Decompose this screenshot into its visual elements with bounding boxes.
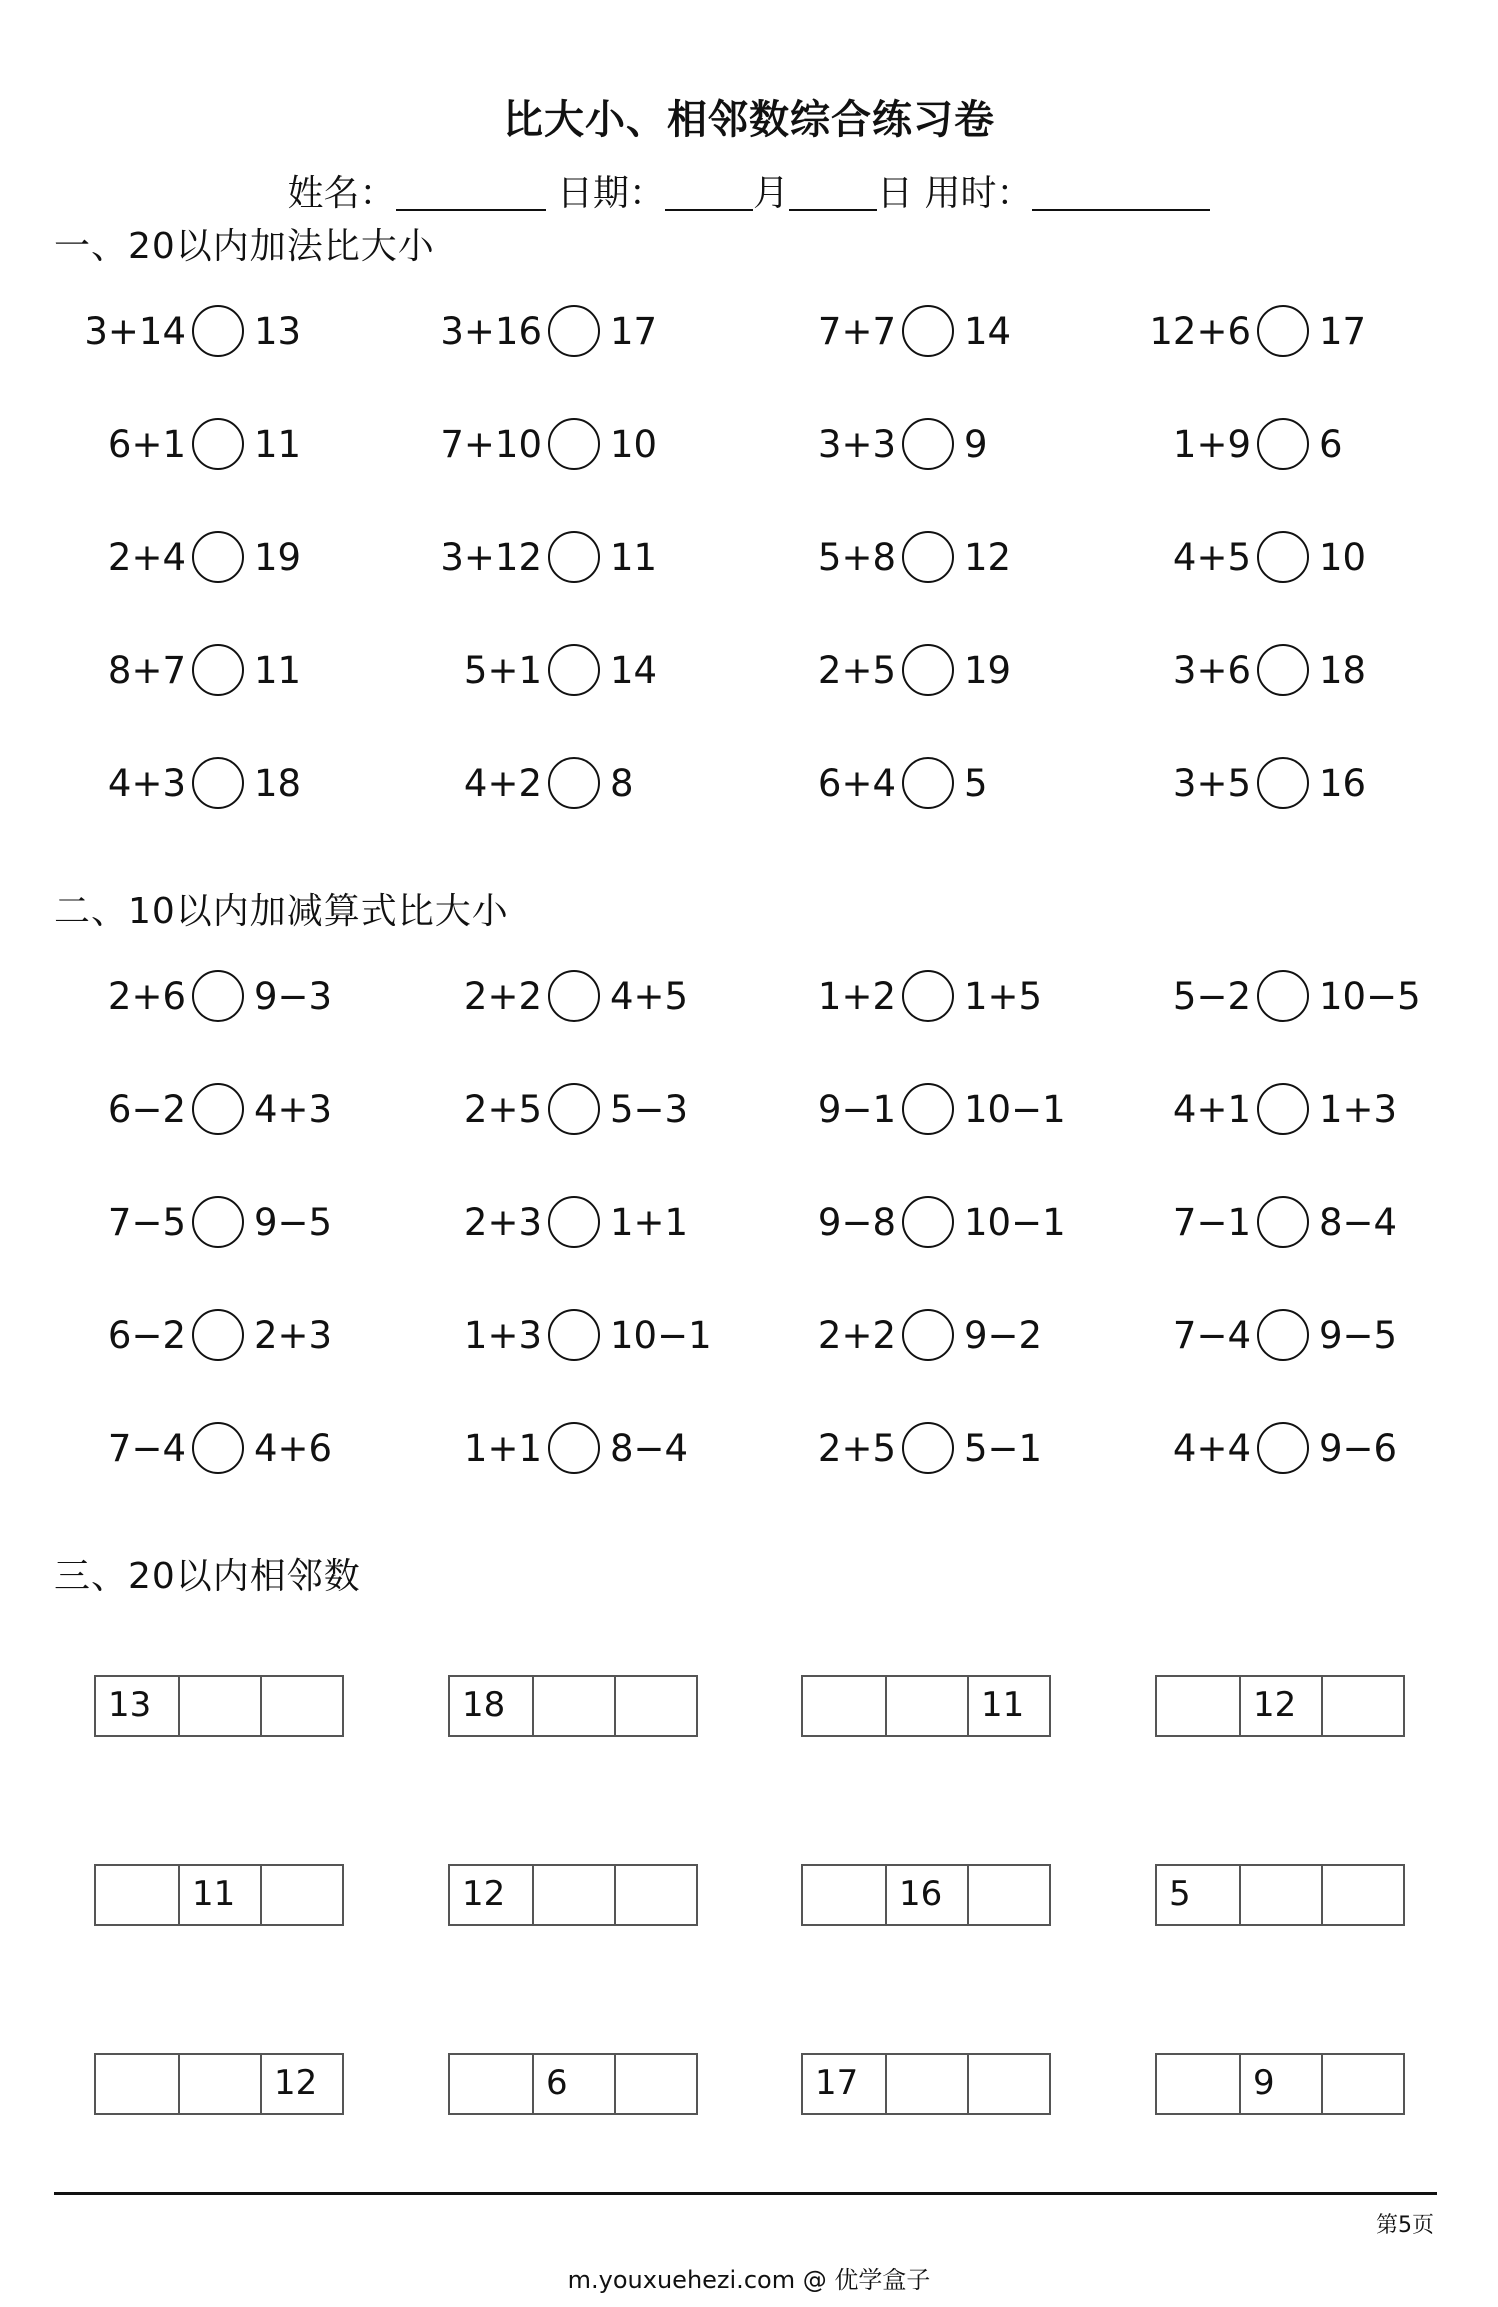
left-expression: 2+5 [817,1426,896,1470]
given-number-cell: 18 [462,1685,506,1725]
right-expression: 4+5 [610,974,689,1018]
left-expression: 5+8 [817,535,896,579]
problem-row [0,416,1498,529]
month-field[interactable] [665,173,753,211]
left-expression: 1+9 [1172,422,1251,466]
answer-circle[interactable] [192,1083,244,1135]
right-expression: 17 [610,309,658,353]
given-number-cell: 9 [1239,2055,1321,2113]
right-expression: 9−5 [1319,1313,1398,1357]
name-label: 姓名： [287,173,396,214]
compare-problem [62,755,301,811]
answer-circle[interactable] [902,1083,954,1135]
left-expression: 9−8 [817,1200,896,1244]
compare-problem [1127,1194,1397,1250]
right-expression: 18 [1319,648,1367,692]
compare-problem [1127,1307,1397,1363]
blank-answer-cell[interactable] [96,2055,178,2113]
left-expression: 12+6 [1149,309,1251,353]
right-expression: 10 [610,422,658,466]
right-expression: 8−4 [610,1426,689,1470]
compare-problem [772,1307,1042,1363]
date-label: 日期： [556,173,665,214]
right-expression: 14 [964,309,1012,353]
left-expression: 3+3 [817,422,896,466]
answer-circle[interactable] [192,970,244,1022]
problem-row [0,1307,1498,1420]
neighbor-boxes [94,2053,344,2115]
answer-circle[interactable] [192,757,244,809]
right-expression: 1+1 [610,1200,689,1244]
answer-circle[interactable] [548,757,600,809]
answer-circle[interactable] [548,1309,600,1361]
blank-answer-cell[interactable] [1321,2055,1403,2113]
answer-circle[interactable] [1257,418,1309,470]
neighbor-boxes [94,1675,344,1737]
compare-problem [1127,416,1343,472]
left-expression: 7−4 [1172,1313,1251,1357]
left-expression: 2+4 [107,535,186,579]
blank-answer-cell[interactable] [614,1677,696,1735]
problem-row [0,968,1498,1081]
left-expression: 4+4 [1172,1426,1251,1470]
compare-problem [418,1194,688,1250]
compare-problem [418,1081,688,1137]
blank-answer-cell[interactable] [803,1866,885,1924]
left-expression: 2+5 [463,1087,542,1131]
left-expression: 4+1 [1172,1087,1251,1131]
answer-circle[interactable] [902,1196,954,1248]
given-number-cell: 5 [1169,1874,1191,1914]
day-label: 日 [877,173,914,214]
answer-circle[interactable] [192,531,244,583]
left-expression: 3+16 [440,309,542,353]
right-expression: 10−1 [964,1087,1066,1131]
right-expression: 10−1 [964,1200,1066,1244]
blank-answer-cell[interactable] [1157,1677,1239,1735]
answer-circle[interactable] [1257,531,1309,583]
left-expression: 9−1 [817,1087,896,1131]
right-expression: 10 [1319,535,1367,579]
answer-circle[interactable] [548,970,600,1022]
answer-circle[interactable] [548,418,600,470]
answer-circle[interactable] [1257,1196,1309,1248]
compare-problem [62,1420,332,1476]
compare-problem [418,642,657,698]
blank-answer-cell[interactable] [260,1866,342,1924]
compare-problem [418,529,657,585]
blank-answer-cell[interactable] [1321,1677,1403,1735]
neighbor-boxes [801,2053,1051,2115]
left-expression: 6+1 [107,422,186,466]
blank-answer-cell[interactable] [532,1677,614,1735]
answer-circle[interactable] [192,418,244,470]
right-expression: 11 [254,648,302,692]
answer-circle[interactable] [1257,970,1309,1022]
right-expression: 9−3 [254,974,333,1018]
left-expression: 2+6 [107,974,186,1018]
right-expression: 4+3 [254,1087,333,1131]
right-expression: 14 [610,648,658,692]
right-expression: 1+3 [1319,1087,1398,1131]
right-expression: 9−2 [964,1313,1043,1357]
left-expression: 1+2 [817,974,896,1018]
left-expression: 7−4 [107,1426,186,1470]
given-number-cell: 16 [885,1866,967,1924]
answer-circle[interactable] [548,1196,600,1248]
problem-row [0,529,1498,642]
compare-problem [418,303,657,359]
right-expression: 9−6 [1319,1426,1398,1470]
left-expression: 3+6 [1172,648,1251,692]
compare-problem [1127,303,1366,359]
right-expression: 5 [964,761,988,805]
right-expression: 18 [254,761,302,805]
blank-answer-cell[interactable] [96,1866,178,1924]
right-expression: 9 [964,422,988,466]
left-expression: 3+5 [1172,761,1251,805]
answer-circle[interactable] [192,1309,244,1361]
compare-problem [772,303,1011,359]
left-expression: 7−5 [107,1200,186,1244]
left-expression: 5−2 [1172,974,1251,1018]
compare-problem [418,1420,688,1476]
compare-problem [62,1194,332,1250]
blank-answer-cell[interactable] [1321,1866,1403,1924]
answer-circle[interactable] [548,305,600,357]
problem-row [0,1420,1498,1533]
page-number: 第5页 [1376,2213,1434,2238]
answer-circle[interactable] [548,531,600,583]
right-expression: 11 [610,535,658,579]
right-expression: 1+5 [964,974,1043,1018]
compare-problem [772,968,1042,1024]
section2-title: 二、10以内加减算式比大小 [54,891,509,932]
time-field[interactable] [1032,173,1210,211]
neighbor-boxes [94,1864,344,1926]
given-number-cell: 12 [462,1874,506,1914]
left-expression: 5+1 [463,648,542,692]
right-expression: 5−3 [610,1087,689,1131]
section3-boxes [0,1675,1498,2242]
right-expression: 16 [1319,761,1367,805]
right-expression: 6 [1319,422,1343,466]
blank-answer-cell[interactable] [614,1866,696,1924]
given-number-cell: 12 [1239,1677,1321,1735]
right-expression: 2+3 [254,1313,333,1357]
compare-problem [772,755,988,811]
left-expression: 1+1 [463,1426,542,1470]
answer-circle[interactable] [902,644,954,696]
section3-title: 三、20以内相邻数 [54,1556,361,1597]
right-expression: 19 [964,648,1012,692]
left-expression: 3+12 [440,535,542,579]
compare-problem [1127,529,1366,585]
answer-circle[interactable] [548,1083,600,1135]
left-expression: 7+7 [817,309,896,353]
blank-answer-cell[interactable] [1239,1866,1321,1924]
answer-circle[interactable] [902,418,954,470]
blank-answer-cell[interactable] [803,1677,885,1735]
compare-problem [772,529,1011,585]
given-number-cell: 11 [967,1677,1049,1735]
compare-problem [772,1420,1042,1476]
blank-answer-cell[interactable] [260,1677,342,1735]
neighbor-row [0,1864,1498,2053]
compare-problem [62,1081,332,1137]
right-expression: 10−5 [1319,974,1421,1018]
blank-answer-cell[interactable] [1157,2055,1239,2113]
answer-circle[interactable] [1257,1309,1309,1361]
right-expression: 13 [254,309,302,353]
given-number-cell: 11 [178,1866,260,1924]
answer-circle[interactable] [192,305,244,357]
compare-problem [62,529,301,585]
answer-circle[interactable] [192,644,244,696]
answer-circle[interactable] [192,1422,244,1474]
right-expression: 5−1 [964,1426,1043,1470]
right-expression: 17 [1319,309,1367,353]
neighbor-boxes [448,2053,698,2115]
neighbor-boxes [1155,1675,1405,1737]
compare-problem [772,1081,1066,1137]
neighbor-row [0,2053,1498,2242]
neighbor-boxes [448,1675,698,1737]
compare-problem [62,642,301,698]
left-expression: 4+2 [463,761,542,805]
answer-circle[interactable] [548,644,600,696]
right-expression: 4+6 [254,1426,333,1470]
compare-problem [772,416,988,472]
answer-circle[interactable] [1257,1083,1309,1135]
left-expression: 6+4 [817,761,896,805]
right-expression: 10−1 [610,1313,712,1357]
compare-problem [1127,642,1366,698]
left-expression: 2+2 [463,974,542,1018]
compare-problem [418,416,657,472]
left-expression: 4+5 [1172,535,1251,579]
left-expression: 2+3 [463,1200,542,1244]
problem-row [0,1081,1498,1194]
compare-problem [1127,1420,1397,1476]
problem-row [0,1194,1498,1307]
left-expression: 3+14 [84,309,186,353]
neighbor-boxes [801,1864,1051,1926]
section1-grid [0,303,1498,868]
compare-problem [772,642,1011,698]
month-label: 月 [752,173,789,214]
given-number-cell: 13 [108,1685,152,1725]
answer-circle[interactable] [902,531,954,583]
right-expression: 12 [964,535,1012,579]
answer-circle[interactable] [192,1196,244,1248]
left-expression: 2+2 [817,1313,896,1357]
answer-circle[interactable] [902,970,954,1022]
blank-answer-cell[interactable] [532,1866,614,1924]
right-expression: 19 [254,535,302,579]
section2-grid [0,968,1498,1533]
blank-answer-cell[interactable] [885,2055,967,2113]
compare-problem [62,303,301,359]
left-expression: 8+7 [107,648,186,692]
footer-divider [54,2192,1437,2195]
answer-circle[interactable] [1257,1422,1309,1474]
answer-circle[interactable] [548,1422,600,1474]
section1-title: 一、20以内加法比大小 [54,226,435,267]
answer-circle[interactable] [902,757,954,809]
right-expression: 11 [254,422,302,466]
answer-circle[interactable] [902,1309,954,1361]
left-expression: 6−2 [107,1087,186,1131]
answer-circle[interactable] [902,305,954,357]
left-expression: 6−2 [107,1313,186,1357]
neighbor-boxes [1155,1864,1405,1926]
time-label: 用时： [924,173,1033,214]
problem-row [0,755,1498,868]
blank-answer-cell[interactable] [178,1677,260,1735]
blank-answer-cell[interactable] [967,2055,1049,2113]
blank-answer-cell[interactable] [450,2055,532,2113]
answer-circle[interactable] [1257,644,1309,696]
neighbor-row [0,1675,1498,1864]
left-expression: 7−1 [1172,1200,1251,1244]
compare-problem [772,1194,1066,1250]
problem-row [0,642,1498,755]
right-expression: 9−5 [254,1200,333,1244]
compare-problem [1127,1081,1397,1137]
left-expression: 1+3 [463,1313,542,1357]
problem-row [0,303,1498,416]
blank-answer-cell[interactable] [178,2055,260,2113]
page-title: 比大小、相邻数综合练习卷 [503,97,995,143]
compare-problem [418,968,688,1024]
left-expression: 2+5 [817,648,896,692]
answer-circle[interactable] [1257,305,1309,357]
blank-answer-cell[interactable] [967,1866,1049,1924]
info-line [0,165,1498,216]
given-number-cell: 6 [532,2055,614,2113]
compare-problem [62,968,332,1024]
left-expression: 4+3 [107,761,186,805]
neighbor-boxes [1155,2053,1405,2115]
name-field[interactable] [396,173,546,211]
day-field[interactable] [789,173,877,211]
right-expression: 8 [610,761,634,805]
compare-problem [418,1307,712,1363]
given-number-cell: 17 [815,2063,859,2103]
neighbor-boxes [801,1675,1051,1737]
compare-problem [62,1307,332,1363]
blank-answer-cell[interactable] [614,2055,696,2113]
answer-circle[interactable] [902,1422,954,1474]
left-expression: 7+10 [440,422,542,466]
right-expression: 8−4 [1319,1200,1398,1244]
blank-answer-cell[interactable] [885,1677,967,1735]
compare-problem [1127,755,1366,811]
answer-circle[interactable] [1257,757,1309,809]
footer-text: m.youxuehezi.com @ 优学盒子 [567,2266,931,2294]
compare-problem [418,755,634,811]
given-number-cell: 12 [260,2055,342,2113]
compare-problem [1127,968,1421,1024]
neighbor-boxes [448,1864,698,1926]
compare-problem [62,416,301,472]
